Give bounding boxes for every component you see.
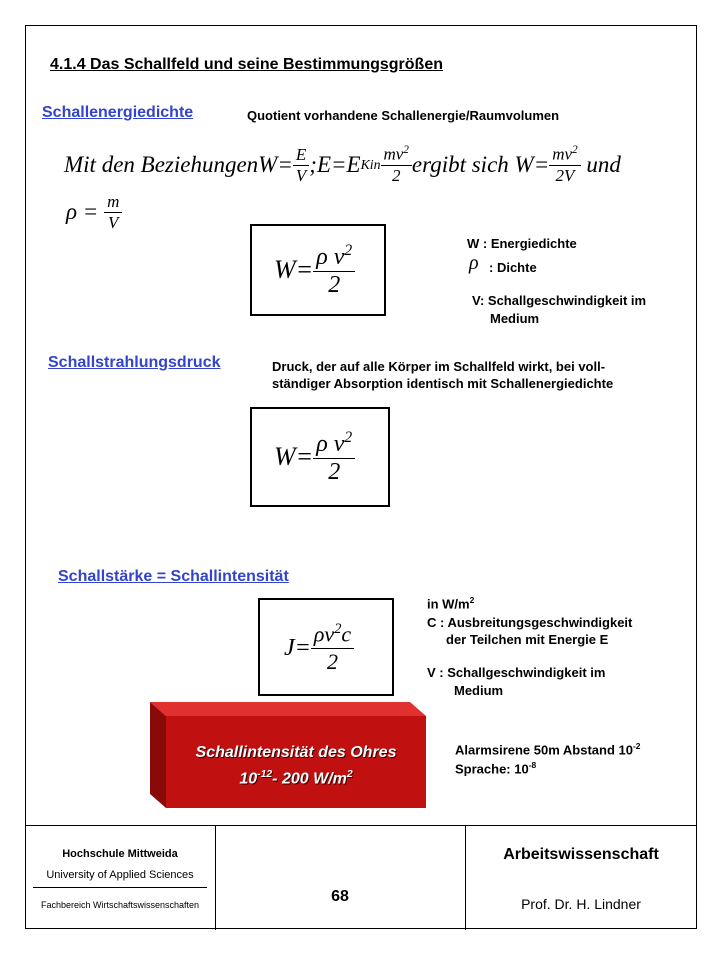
footer-university: University of Applied Sciences (46, 869, 194, 881)
example-speech: Sprache: $10^{-8}$ (455, 760, 537, 777)
example-siren: Alarmsirene 50m Abstand $10^{-2}$ (455, 741, 641, 758)
page-number: 68 (331, 888, 349, 905)
legend-density: : Dichte (489, 260, 537, 275)
derivation-result-text: ergibt sich (411, 152, 509, 177)
rho-symbol: ρ (469, 252, 479, 274)
derivation-line: Mit den Beziehungen W = $\frac{E}{V}$ ; E = E Kin $\frac{mv^2}{2}$ ergibt sich W = $\frac{mv^2}{2V}$ und (64, 144, 621, 185)
legend-sound-speed-medium: V : Schallgeschwindigkeit im (427, 665, 606, 680)
footer-school: Hochschule Mittweida (62, 848, 178, 860)
legend-sound-speed: V: Schallgeschwindigkeit im (472, 293, 647, 308)
ear-intensity-range: $10^{-12}-$ 200 $W/m^2$ (239, 769, 353, 788)
legend-medium: Medium (490, 311, 540, 326)
radiation-pressure-formula-box: W = $\frac{\rho v^2}{2}$ (250, 407, 390, 507)
section-title-radiation-pressure: Schallstrahlungsdruck (48, 354, 221, 371)
section-title-energy-density: Schallenergiedichte (42, 104, 194, 121)
ear-intensity-label: Schallintensität des Ohres $10^{-12}-$ 200 $W/m^2$ (166, 742, 426, 790)
footer-rule (33, 887, 207, 888)
footer-subject: Arbeitswissenschaft (503, 846, 659, 863)
legend-energy-density: W : Energiedichte (467, 236, 577, 251)
footer-divider-left (215, 826, 216, 930)
legend-propagation-speed: C : Ausbreitungsgeschwindigkeit (427, 615, 633, 630)
radiation-pressure-description-1: Druck, der auf alle Körper im Schallfeld wirkt, bei voll- (272, 359, 606, 374)
section-title-sound-intensity: Schallstärke = Schallintensität (58, 568, 289, 585)
page-heading: 4.1.4 Das Schallfeld und seine Bestimmungsgrößen (50, 56, 443, 73)
ear-box-top (150, 702, 426, 716)
legend-particles: der Teilchen mit Energie E (446, 632, 609, 647)
footer-faculty: Fachbereich Wirtschaftswissenschaften (40, 900, 200, 910)
intensity-unit: in $W/m^2$ (427, 595, 475, 612)
footer-professor: Prof. Dr. H. Lindner (521, 896, 641, 912)
radiation-pressure-description-2: ständiger Absorption identisch mit Schallenergiedichte (272, 376, 614, 391)
ear-box-side (150, 702, 166, 808)
energy-density-formula-box: W = $\frac{\rho v^2}{2}$ (250, 224, 386, 316)
derivation-intro: Mit den Beziehungen (64, 152, 259, 177)
energy-density-description: Quotient vorhandene Schallenergie/Raumvolumen (247, 108, 560, 123)
footer (25, 825, 697, 930)
intensity-formula-box: J = $\frac{\rho v^2c}{2}$ (258, 598, 394, 696)
legend-medium-2: Medium (454, 683, 504, 698)
density-definition: ρ = $\frac{m}{V}$ (66, 192, 122, 232)
footer-divider-right (465, 826, 466, 930)
